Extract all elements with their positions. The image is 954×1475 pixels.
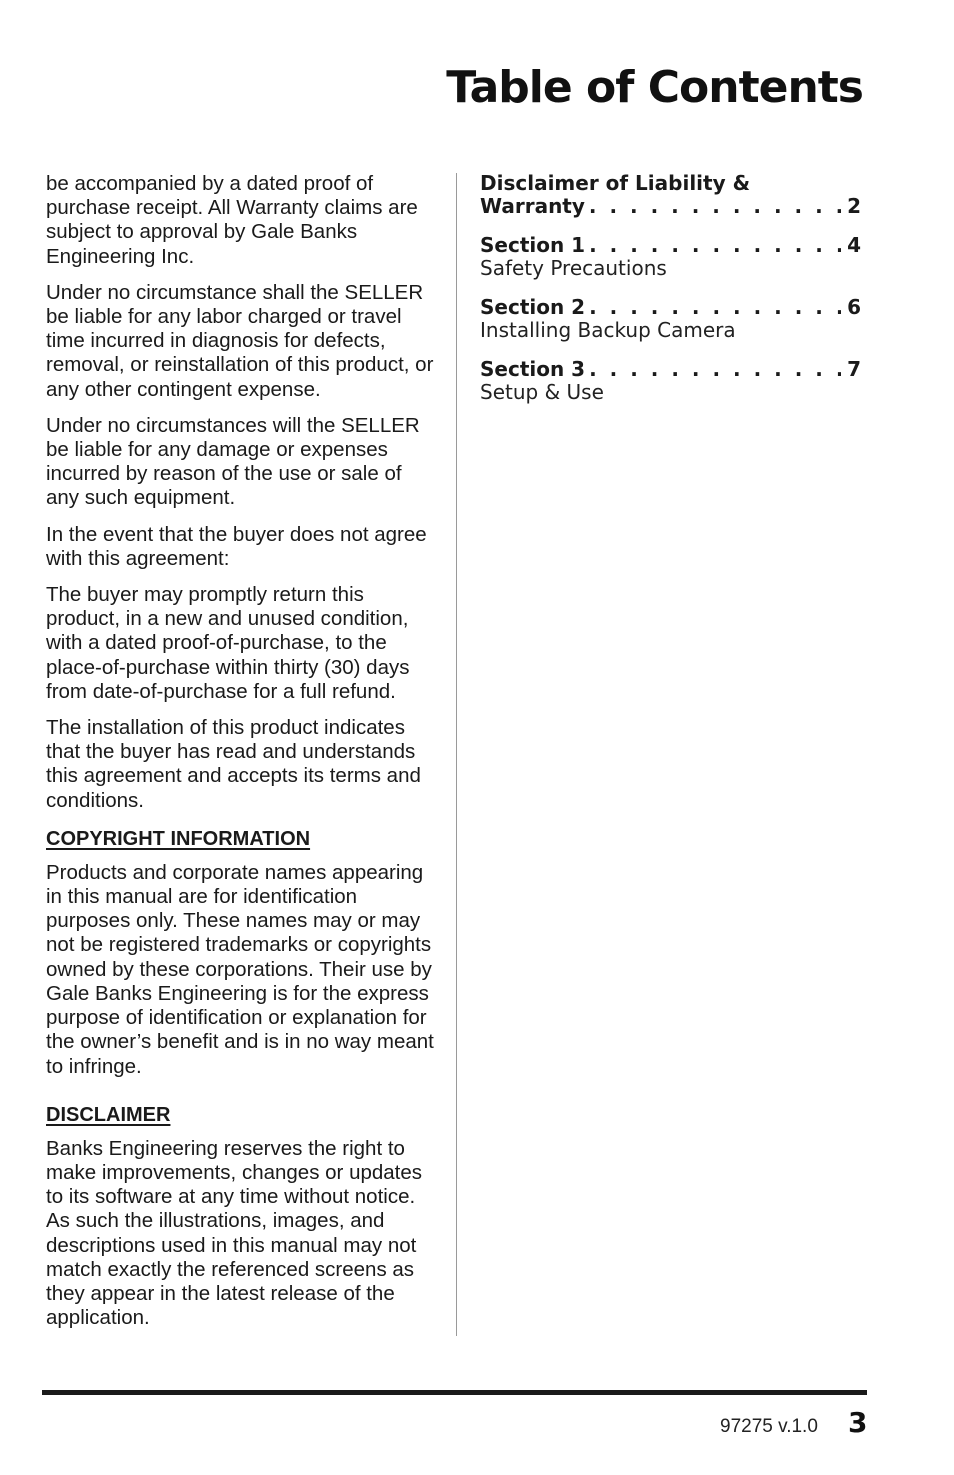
toc-entry-heading: [480, 234, 861, 257]
warranty-paragraph-4: In the event that the buyer does not agree with this agreement:: [46, 522, 427, 570]
warranty-paragraph-2: Under no circumstance shall the SELLER be liable for any labor charged or travel time incurred in diagnosis for defects, removal, or reinstallation of this product, or any other contingent expense.: [46, 280, 434, 401]
toc-entry-title: Section 1: [480, 233, 586, 257]
disclaimer-paragraph: Banks Engineering reserves the right to make improvements, changes or updates to its software at any time without notice. As such the illustrations, images, and descriptions used in this manual may not match exactly the referenced screens as they appear in the latest release of the application.: [46, 1136, 423, 1330]
toc-entry-subtitle: Setup & Use: [480, 380, 604, 404]
warranty-paragraph-6: The installation of this product indicates that the buyer has read and understands this agreement and accepts its terms and conditions.: [46, 716, 421, 812]
table-of-contents: [480, 172, 861, 420]
toc-entry-subtitle: Installing Backup Camera: [480, 318, 736, 342]
toc-entry-heading: [480, 296, 861, 319]
toc-entry-section-3[interactable]: [480, 358, 861, 404]
toc-entry-section-1[interactable]: [480, 234, 861, 280]
toc-entry-heading: [480, 195, 861, 218]
copyright-heading: COPYRIGHT INFORMATION: [46, 827, 311, 850]
warranty-paragraph-5: The buyer may promptly return this product, in a new and unused condition, with a dated proof-of-purchase, to the place-of-purchase within thirty (30) days from date-of-purchase for a full refund.: [46, 583, 410, 703]
warranty-paragraph-3: Under no circumstances will the SELLER be liable for any damage or expenses incurred by reason of the use or sale of any such equipment.: [46, 413, 420, 510]
copyright-paragraph: Products and corporate names appearing in this manual are for identification purposes only. These names may or may not be registered trademarks or copyrights owned by these corporations. Their use by Gale Banks Engineering is for the express purpose of identification or explanation for the owner’s benefit and is in no way meant to infringe.: [46, 860, 434, 1078]
body-text-column: [46, 172, 438, 1342]
toc-entry-page: 7: [847, 357, 861, 381]
toc-entry-page: 6: [847, 295, 861, 319]
column-divider: [456, 173, 457, 1336]
toc-entry-title: Warranty: [480, 194, 585, 218]
toc-dot-leader: [589, 358, 841, 381]
toc-dot-leader: [589, 234, 841, 257]
footer-rule: [42, 1390, 867, 1395]
document-version: 97275 v.1.0: [720, 1416, 818, 1437]
page-title: Table of Contents: [446, 62, 863, 113]
warranty-paragraph-1: be accompanied by a dated proof of purchase receipt. All Warranty claims are subject to approval by Gale Banks Engineering Inc.: [46, 172, 418, 268]
toc-entry-disclaimer[interactable]: [480, 172, 861, 218]
toc-entry-page: 4: [847, 233, 861, 257]
page-number: 3: [848, 1406, 868, 1439]
toc-entry-heading: [480, 358, 861, 381]
toc-entry-title: Section 2: [480, 295, 586, 319]
toc-entry-section-2[interactable]: [480, 296, 861, 342]
toc-entry-title: Section 3: [480, 357, 586, 381]
toc-dot-leader: [589, 296, 841, 319]
toc-entry-page: 2: [847, 194, 861, 218]
disclaimer-heading: DISCLAIMER: [46, 1103, 171, 1126]
toc-dot-leader: [589, 195, 841, 218]
toc-entry-subtitle: Safety Precautions: [480, 256, 667, 280]
toc-entry-title-line1: Disclaimer of Liability &: [480, 171, 751, 195]
